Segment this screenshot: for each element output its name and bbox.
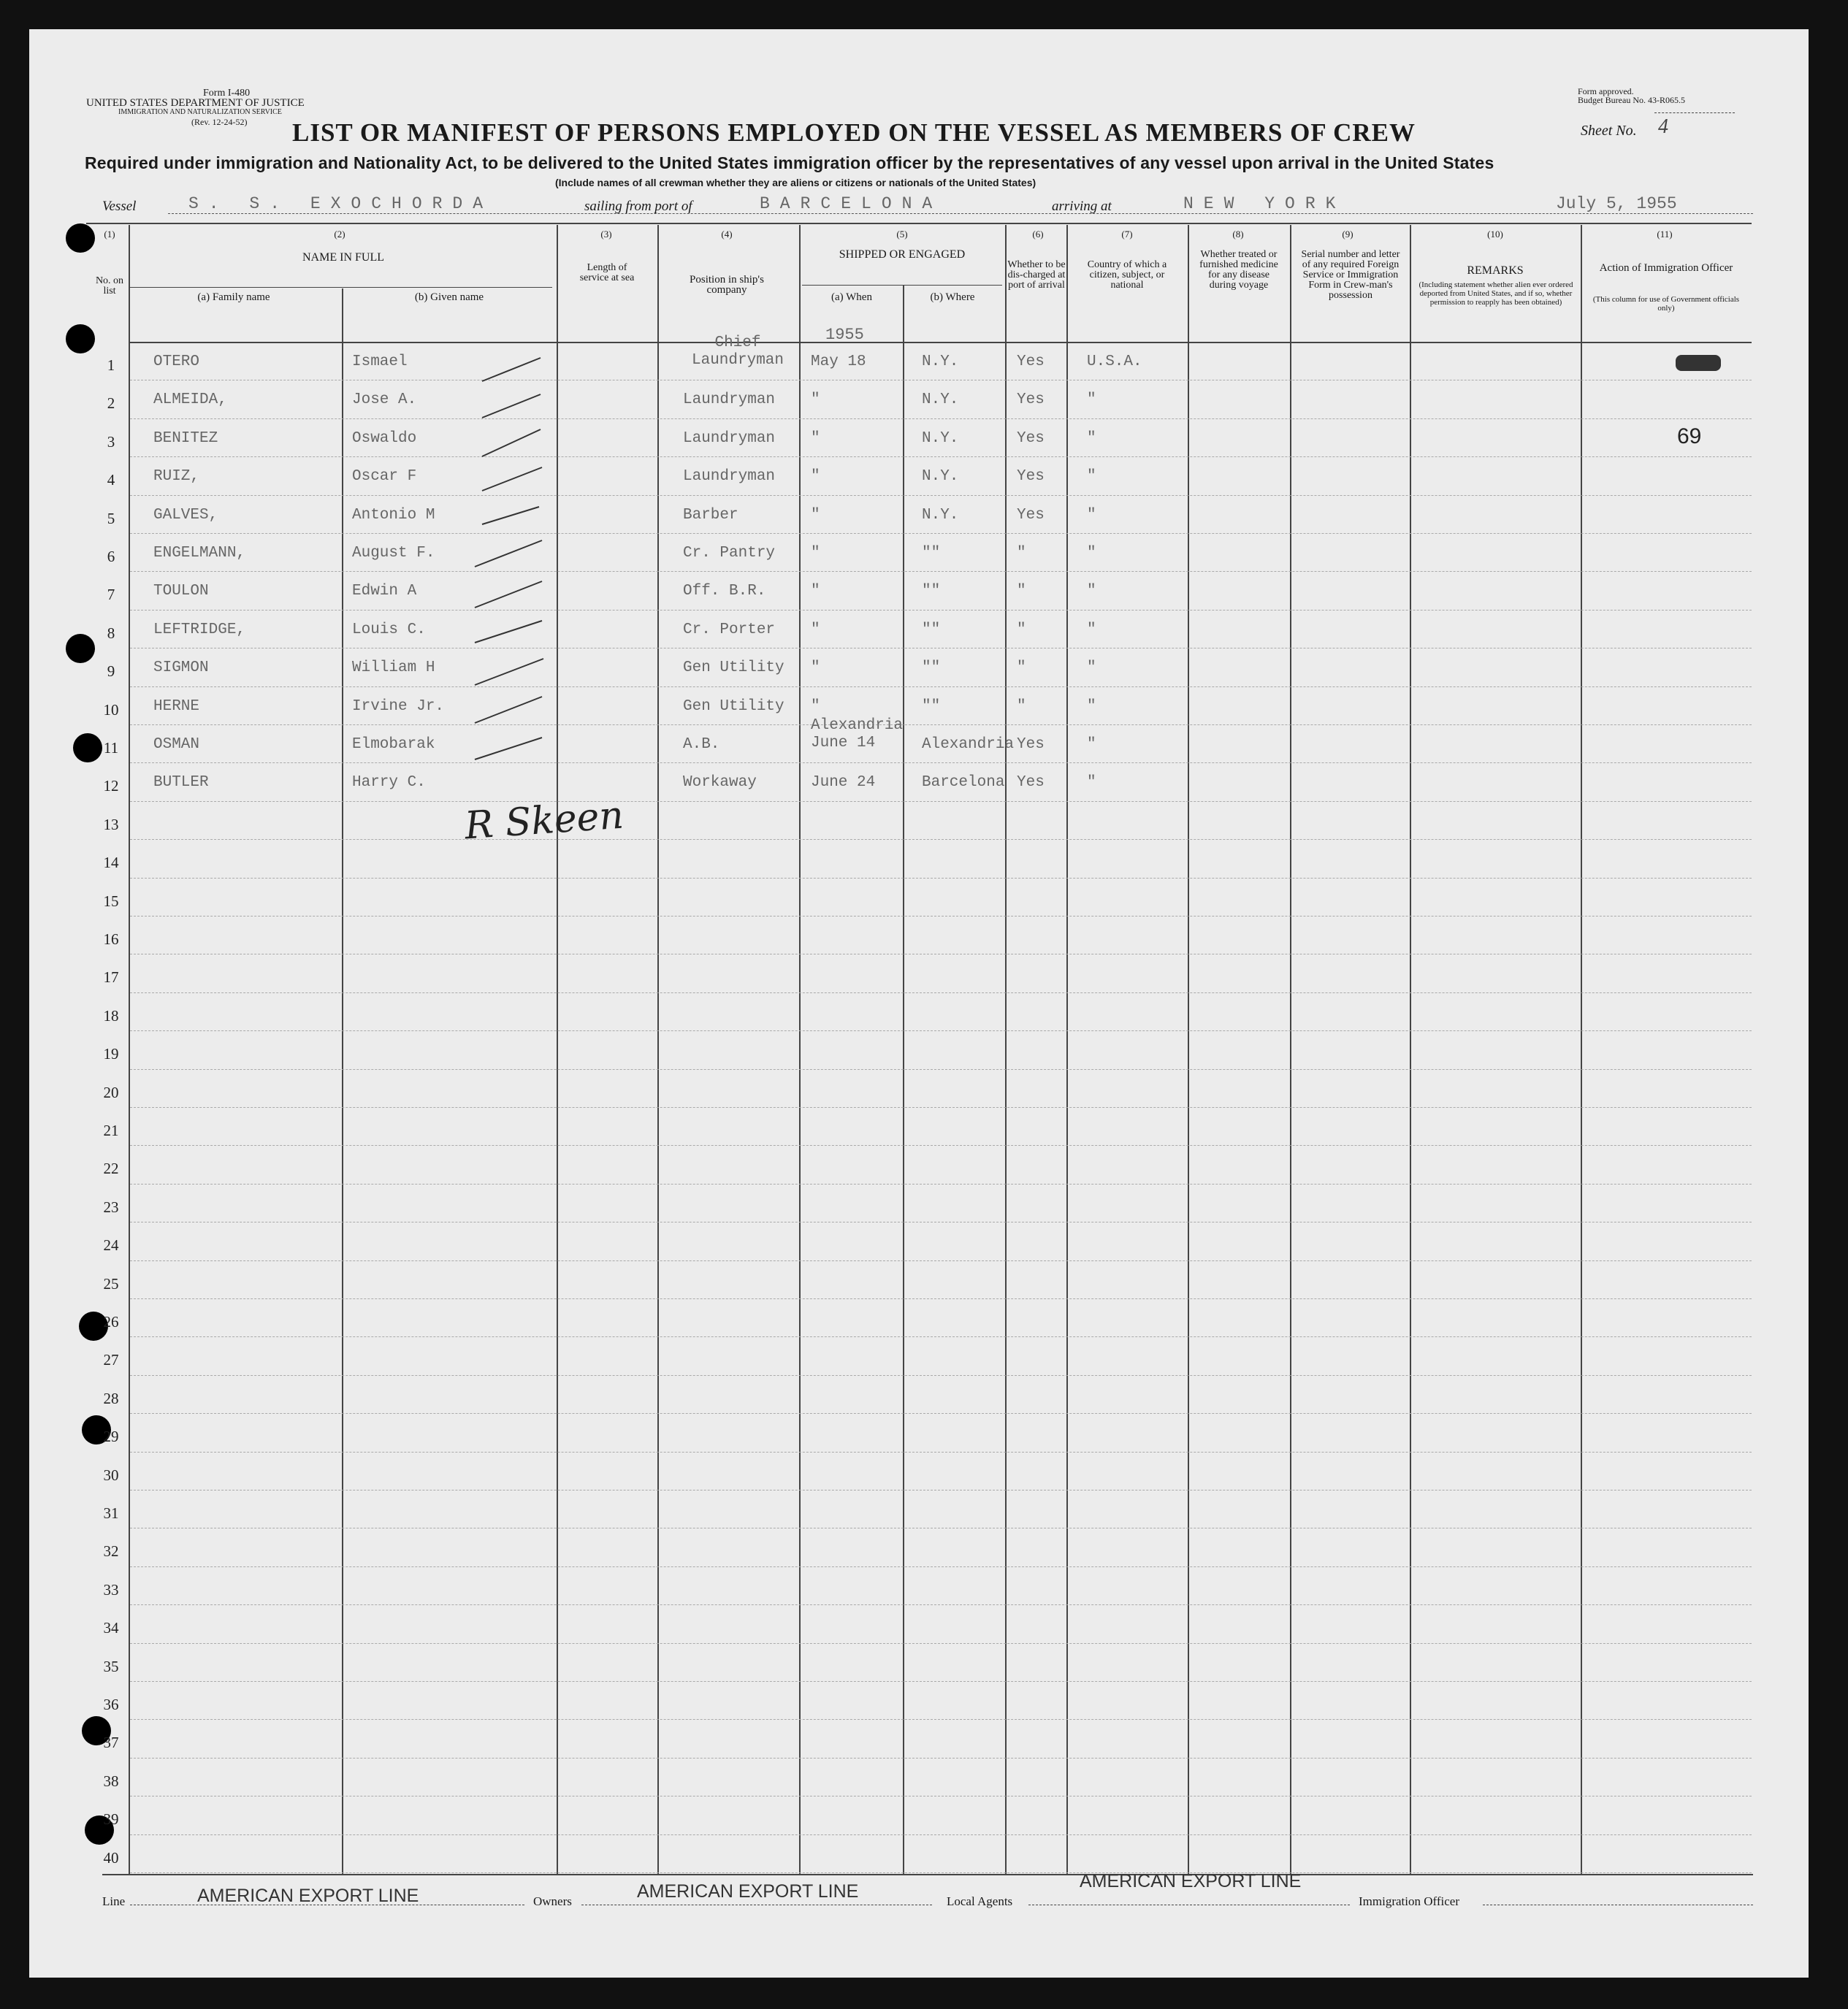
cell-discharged: Yes	[1017, 774, 1045, 791]
row-line	[130, 1069, 1752, 1070]
cell-discharged: "	[1017, 545, 1026, 562]
row-number: 1	[107, 356, 115, 374]
cell-family: RUIZ,	[153, 468, 200, 485]
cell-when: "	[811, 698, 820, 715]
col2-header: NAME IN FULL	[302, 251, 384, 264]
col5b-header: (b) Where	[930, 291, 975, 303]
col10-num: (10)	[1487, 229, 1503, 240]
cell-when: May 18	[811, 353, 866, 370]
agents-label: Local Agents	[947, 1894, 1013, 1908]
cell-country: "	[1087, 507, 1096, 524]
cell-family: ALMEIDA,	[153, 391, 227, 408]
col2a-header: (a) Family name	[197, 291, 270, 303]
cell-discharged: "	[1017, 659, 1026, 676]
row-number: 24	[103, 1236, 119, 1254]
row-number: 19	[103, 1045, 119, 1063]
cell-where: N.Y.	[922, 507, 959, 524]
col5a-header: (a) When	[831, 291, 872, 303]
col3-header: Length of service at sea	[579, 262, 635, 283]
row-number: 8	[107, 624, 115, 642]
punch-hole	[66, 223, 95, 253]
budget-bureau: Budget Bureau No. 43-R065.5	[1578, 95, 1685, 105]
row-number: 28	[103, 1390, 119, 1407]
row-number: 30	[103, 1466, 119, 1484]
row-number: 17	[103, 968, 119, 986]
row-line	[130, 1566, 1752, 1567]
agents-value: AMERICAN EXPORT LINE	[1080, 1871, 1302, 1891]
col7-header: Country of which a citizen, subject, or national	[1087, 259, 1167, 291]
cell-country: "	[1087, 774, 1096, 791]
cell-when: "	[811, 507, 820, 524]
row-number: 6	[107, 548, 115, 565]
cell-when: "	[811, 391, 820, 408]
row-line	[130, 762, 1752, 763]
row-number: 21	[103, 1122, 119, 1139]
row-number: 38	[103, 1772, 119, 1790]
cell-where: Barcelona	[922, 774, 1005, 791]
row-number: 9	[107, 662, 115, 680]
form-number: Form I-480	[203, 88, 251, 99]
cell-where: ""	[922, 698, 941, 715]
row-number: 33	[103, 1581, 119, 1599]
col11-header: Action of Immigration Officer	[1599, 262, 1733, 274]
row-line	[130, 1030, 1752, 1031]
cell-position: Barber	[683, 507, 738, 524]
col1-num: (1)	[104, 229, 115, 240]
cell-family: ENGELMANN,	[153, 545, 246, 562]
cell-where: ""	[922, 583, 941, 600]
cell-given: Antonio M	[352, 507, 435, 524]
row-number: 32	[103, 1542, 119, 1560]
cell-given: Irvine Jr.	[352, 698, 445, 715]
col10-subheader: (Including statement whether alien ever ordered deported from United States, and if so, whether permission to reapply has been obtained)	[1419, 280, 1573, 307]
cell-discharged: "	[1017, 583, 1026, 600]
cell-discharged: Yes	[1017, 430, 1045, 447]
row-line	[130, 610, 1752, 611]
row-line	[130, 801, 1752, 802]
include-note: (Include names of all crewman whether they are aliens or citizens or nationals of the United States)	[555, 177, 1036, 188]
form-approved: Form approved.	[1578, 86, 1634, 96]
row-line	[130, 916, 1752, 917]
cell-given: William H	[352, 659, 435, 676]
cell-where: N.Y.	[922, 391, 959, 408]
cell-where: ""	[922, 545, 941, 562]
row-line	[130, 1260, 1752, 1261]
col7-num: (7)	[1121, 229, 1133, 240]
cell-country: "	[1087, 659, 1096, 676]
cell-where: N.Y.	[922, 353, 959, 370]
cell-where: Alexandria	[922, 736, 1015, 753]
cell-given: Ismael	[352, 353, 408, 370]
row-line	[130, 1413, 1752, 1414]
cell-given: August F.	[352, 545, 435, 562]
cell-family: BENITEZ	[153, 430, 218, 447]
row-line	[130, 839, 1752, 840]
col9-num: (9)	[1342, 229, 1353, 240]
cell-family: BUTLER	[153, 774, 209, 791]
service: IMMIGRATION AND NATURALIZATION SERVICE	[118, 108, 282, 116]
arrival-field	[1183, 194, 1345, 213]
row-number: 22	[103, 1160, 119, 1177]
row-line	[130, 1184, 1752, 1185]
cell-given: Oswaldo	[352, 430, 417, 447]
cell-given: Edwin A	[352, 583, 417, 600]
cell-when: "	[811, 583, 820, 600]
cell-when: "	[811, 430, 820, 447]
subtitle: Required under immigration and Nationality Act, to be delivered to the United States immigration officer by the representatives of any vessel upon arrival in the United States	[85, 153, 1494, 172]
cell-family: SIGMON	[153, 659, 209, 676]
cell-country: "	[1087, 736, 1096, 753]
row-line	[130, 1298, 1752, 1299]
row-number: 25	[103, 1275, 119, 1293]
sheet-label: Sheet No.	[1581, 123, 1637, 139]
cell-discharged: Yes	[1017, 736, 1045, 753]
row-number: 37	[103, 1734, 119, 1751]
cell-family: TOULON	[153, 583, 209, 600]
cell-country: "	[1087, 698, 1096, 715]
row-line	[130, 992, 1752, 993]
col8-header: Whether treated or furnished medicine for any disease during voyage	[1199, 249, 1278, 291]
cell-where: N.Y.	[922, 468, 959, 485]
cell-discharged: "	[1017, 621, 1026, 638]
cell-discharged: Yes	[1017, 353, 1045, 370]
col6-header: Whether to be dis-charged at port of arrival	[1007, 259, 1066, 291]
signature-strokes	[460, 336, 723, 862]
signature: R Skeen	[463, 793, 625, 849]
row-number: 13	[103, 816, 119, 833]
arrival-date	[1556, 194, 1677, 213]
page-title: LIST OR MANIFEST OF PERSONS EMPLOYED ON THE VESSEL AS MEMBERS OF CREW	[292, 118, 1416, 147]
row-line	[130, 878, 1752, 879]
cell-family: LEFTRIDGE,	[153, 621, 246, 638]
cell-position: Workaway	[683, 774, 757, 791]
row-line	[130, 1643, 1752, 1644]
punch-hole	[66, 324, 95, 353]
row-number: 26	[103, 1313, 119, 1331]
cell-country: "	[1087, 545, 1096, 562]
row-number: 7	[107, 586, 115, 603]
col5-header: SHIPPED OR ENGAGED	[839, 248, 966, 261]
col4-header: Position in ship's company	[690, 274, 764, 296]
col2-num: (2)	[334, 229, 345, 240]
cell-position: Gen Utility	[683, 659, 784, 676]
cell-where: ""	[922, 659, 941, 676]
cell-position: Cr. Pantry	[683, 545, 776, 562]
row-number: 36	[103, 1696, 119, 1713]
cell-position: Off. B.R.	[683, 583, 766, 600]
cell-family: OSMAN	[153, 736, 200, 753]
col4-num: (4)	[721, 229, 733, 240]
sailing-label: sailing from port of	[584, 199, 692, 214]
cell-country: "	[1087, 621, 1096, 638]
row-number: 4	[107, 471, 115, 489]
port-field	[760, 194, 942, 213]
cell-action: 69	[1677, 424, 1702, 448]
cell-given: Oscar F	[352, 468, 417, 485]
row-number: 2	[107, 394, 115, 412]
row-number: 3	[107, 433, 115, 451]
row-line	[130, 1758, 1752, 1759]
manifest-page	[29, 29, 1809, 1978]
cell-position: Laundryman	[683, 468, 776, 485]
row-line	[130, 495, 1752, 496]
cell-discharged: "	[1017, 698, 1026, 715]
row-number: 27	[103, 1351, 119, 1369]
cell-family: HERNE	[153, 698, 200, 715]
row-number: 5	[107, 510, 115, 527]
cell-country: "	[1087, 430, 1096, 447]
arrival-text: NEW YORK	[1183, 194, 1346, 213]
col10-header: REMARKS	[1467, 264, 1524, 277]
col8-num: (8)	[1232, 229, 1244, 240]
row-line	[130, 1681, 1752, 1682]
vessel-name-text: S. S. EXOCHORDA	[188, 194, 494, 213]
row-line	[130, 1107, 1752, 1108]
col1-header: No. on list	[95, 275, 124, 296]
row-line	[130, 1719, 1752, 1720]
redaction-mark	[1676, 355, 1721, 371]
cell-position: Cr. Porter	[683, 621, 776, 638]
cell-family: GALVES,	[153, 507, 218, 524]
cell-given: Louis C.	[352, 621, 426, 638]
cell-when: "	[811, 468, 820, 485]
cell-where: ""	[922, 621, 941, 638]
cell-given: Elmobarak	[352, 736, 435, 753]
department: UNITED STATES DEPARTMENT OF JUSTICE	[86, 97, 305, 109]
row-line	[130, 1834, 1752, 1835]
row-line	[130, 533, 1752, 534]
row-number: 35	[103, 1658, 119, 1675]
col11-num: (11)	[1657, 229, 1673, 240]
col5-num: (5)	[896, 229, 908, 240]
line-value: AMERICAN EXPORT LINE	[197, 1886, 419, 1906]
cell-given: Harry C.	[352, 774, 426, 791]
row-number: 40	[103, 1849, 119, 1867]
row-number: 10	[103, 701, 119, 719]
col9-header: Serial number and letter of any required Foreign Service or Immigration Form in Crew-man's possession	[1301, 249, 1400, 301]
cell-country: "	[1087, 583, 1096, 600]
cell-position: Laundryman	[683, 391, 776, 408]
cell-discharged: Yes	[1017, 507, 1045, 524]
row-number: 12	[103, 777, 119, 795]
owners-value: AMERICAN EXPORT LINE	[637, 1881, 859, 1902]
cell-when: "	[811, 659, 820, 676]
revision: (Rev. 12-24-52)	[191, 117, 248, 127]
row-number: 14	[103, 854, 119, 871]
cell-position: Laundryman	[683, 430, 776, 447]
row-line	[130, 571, 1752, 572]
cell-where: N.Y.	[922, 430, 959, 447]
row-number: 11	[103, 739, 119, 757]
cell-family: OTERO	[153, 353, 200, 370]
cell-position: A.B.	[683, 736, 720, 753]
arrival-date-text: July 5, 1955	[1556, 194, 1677, 213]
arriving-label: arriving at	[1052, 199, 1112, 214]
row-number: 18	[103, 1007, 119, 1025]
col2b-header: (b) Given name	[414, 291, 484, 303]
row-line	[130, 456, 1752, 457]
row-number: 31	[103, 1504, 119, 1522]
row-line	[130, 1336, 1752, 1337]
vessel-name	[188, 194, 493, 213]
row-line	[130, 418, 1752, 419]
cell-when: June 24	[811, 774, 876, 791]
col3-num: (3)	[600, 229, 612, 240]
port-text: BARCELONA	[760, 194, 943, 213]
row-line	[130, 724, 1752, 725]
row-line	[130, 1604, 1752, 1605]
col11-subheader: (This column for use of Government officials only)	[1592, 295, 1740, 313]
cell-when: "	[811, 545, 820, 562]
row-line	[130, 1490, 1752, 1491]
cell-given: Jose A.	[352, 391, 417, 408]
sheet-number: 4	[1658, 115, 1668, 138]
officer-label: Immigration Officer	[1359, 1894, 1460, 1908]
row-number: 20	[103, 1084, 119, 1101]
row-number: 23	[103, 1198, 119, 1216]
row-number: 16	[103, 930, 119, 948]
line-label: Line	[102, 1894, 126, 1908]
cell-discharged: Yes	[1017, 468, 1045, 485]
row-line	[130, 1452, 1752, 1453]
row-number: 34	[103, 1619, 119, 1637]
year-note: 1955	[825, 326, 864, 344]
row-number: 29	[103, 1428, 119, 1445]
col6-num: (6)	[1032, 229, 1044, 240]
cell-discharged: Yes	[1017, 391, 1045, 408]
vessel-label: Vessel	[102, 199, 137, 214]
cell-country: U.S.A.	[1087, 353, 1142, 370]
row-line	[130, 686, 1752, 687]
cell-position: Chief Laundryman	[691, 334, 784, 369]
cell-when: "	[811, 621, 820, 638]
owners-label: Owners	[533, 1894, 572, 1908]
row-line	[130, 1375, 1752, 1376]
row-line	[130, 1145, 1752, 1146]
row-number: 15	[103, 892, 119, 910]
cell-country: "	[1087, 468, 1096, 485]
cell-when: Alexandria June 14	[811, 717, 904, 751]
row-line	[130, 1872, 1752, 1873]
row-number: 39	[103, 1810, 119, 1828]
cell-position: Gen Utility	[683, 698, 784, 715]
cell-country: "	[1087, 391, 1096, 408]
